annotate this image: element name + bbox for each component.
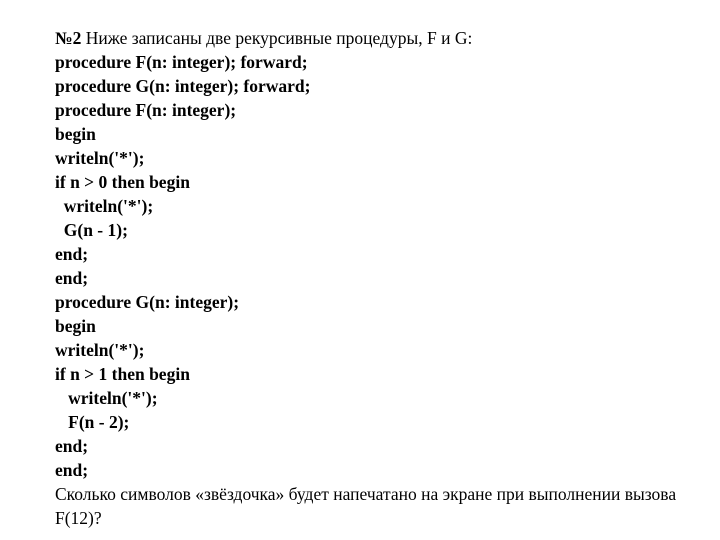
- task-text-block: [55, 26, 715, 530]
- code-line: if n > 0 then begin: [55, 172, 190, 192]
- code-line: writeln('*');: [55, 340, 145, 360]
- code-line: procedure G(n: integer);: [55, 292, 240, 312]
- code-line: writeln('*');: [55, 196, 154, 216]
- code-line: end;: [55, 460, 89, 480]
- code-line: writeln('*');: [55, 388, 158, 408]
- task-statement: Ниже записаны две рекурсивные процедуры, F и G:: [81, 28, 473, 48]
- code-line: procedure F(n: integer); forward;: [55, 52, 308, 72]
- code-line: writeln('*');: [55, 148, 145, 168]
- code-line: procedure G(n: integer); forward;: [55, 76, 311, 96]
- code-line: end;: [55, 268, 89, 288]
- code-line: procedure F(n: integer);: [55, 100, 237, 120]
- question-text: Сколько символов «звёздочка» будет напечатано на экране при выполнении вызова F(12)?: [55, 484, 677, 528]
- code-line: F(n - 2);: [55, 412, 130, 432]
- code-line: end;: [55, 244, 89, 264]
- task-heading: [55, 26, 715, 50]
- task-number: №2: [55, 28, 82, 48]
- code-line: G(n - 1);: [55, 220, 128, 240]
- code-line: begin: [55, 124, 96, 144]
- code-line: begin: [55, 316, 96, 336]
- code-line: if n > 1 then begin: [55, 364, 190, 384]
- code-listing: [55, 50, 715, 482]
- code-line: end;: [55, 436, 89, 456]
